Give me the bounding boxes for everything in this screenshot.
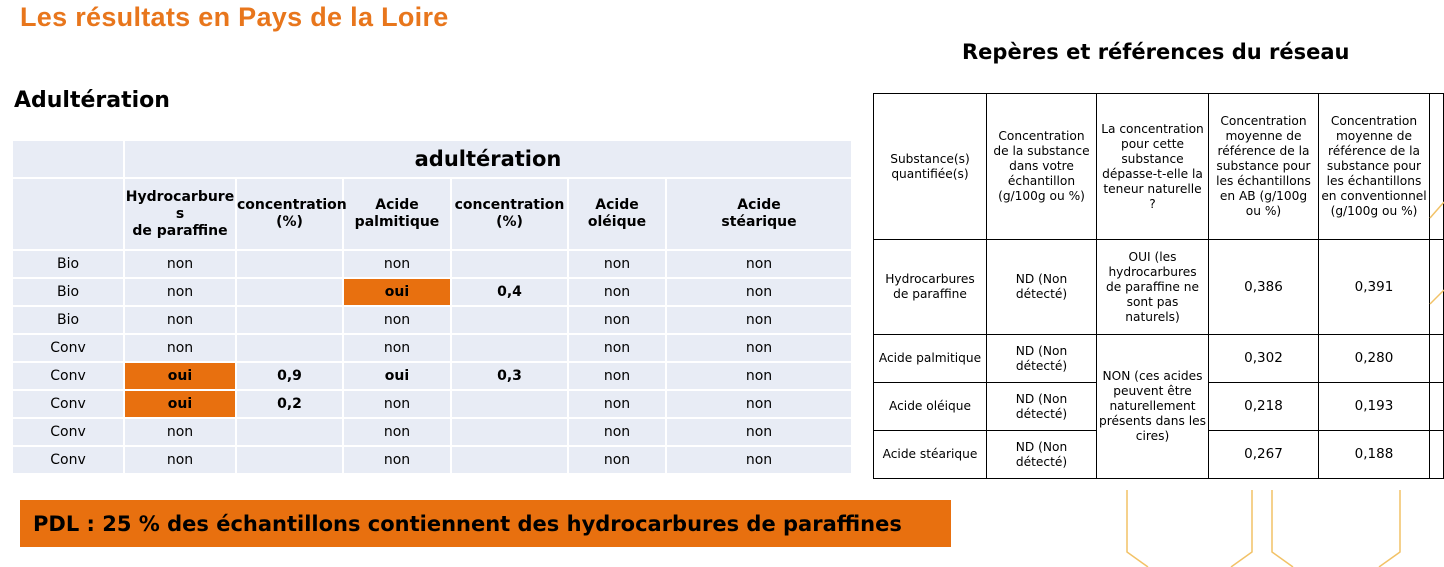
table-cell: 0,3	[451, 362, 568, 390]
ref-substance: Acide oléique	[874, 383, 987, 431]
table-cell: non	[568, 446, 666, 474]
ref-conv-value: 0,193	[1319, 383, 1430, 431]
table-cell: oui	[124, 390, 236, 418]
table-cell: non	[343, 306, 451, 334]
table-row	[13, 418, 852, 446]
ref-exceeds: OUI (les hydrocarbures de paraffine ne sont pas naturels)	[1097, 240, 1209, 335]
ref-substance: Acide palmitique	[874, 335, 987, 383]
row-label-header	[13, 178, 124, 250]
ref-concentration: ND (Non détecté)	[987, 335, 1097, 383]
table-cell: non	[568, 250, 666, 278]
table-cell: non	[568, 418, 666, 446]
ref-conv-value: 0,280	[1319, 335, 1430, 383]
table-cell: non	[124, 306, 236, 334]
table-row	[13, 446, 852, 474]
ref-substance: Acide stéarique	[874, 431, 987, 479]
corner-cell	[13, 141, 124, 178]
table-cell: non	[124, 250, 236, 278]
reference-title: Repères et références du réseau	[962, 40, 1350, 64]
adulteration-table-body	[13, 250, 852, 474]
summary-text: PDL : 25 % des échantillons contiennent des hydrocarbures de paraffines	[33, 511, 902, 536]
table-row	[13, 250, 852, 278]
table-cell: non	[666, 334, 852, 362]
row-type-label: Conv	[13, 446, 124, 474]
table-cell: non	[343, 250, 451, 278]
table-cell: non	[568, 278, 666, 306]
ref-header-exceeds: La concentration pour cette substance dépasse-t-elle la teneur naturelle ?	[1097, 94, 1209, 240]
ref-concentration: ND (Non détecté)	[987, 240, 1097, 335]
table-cell: non	[124, 446, 236, 474]
table-cell: non	[568, 362, 666, 390]
group-header: adultération	[124, 141, 852, 178]
ref-header-substance: Substance(s) quantifiée(s)	[874, 94, 987, 240]
table-cell	[236, 278, 343, 306]
row-type-label: Conv	[13, 334, 124, 362]
table-cell	[451, 250, 568, 278]
table-cell: non	[343, 334, 451, 362]
ref-ab-value: 0,267	[1209, 431, 1319, 479]
table-cell: non	[666, 306, 852, 334]
row-type-label: Conv	[13, 362, 124, 390]
table-cell: non	[343, 418, 451, 446]
table-cell	[451, 418, 568, 446]
table-cell	[236, 250, 343, 278]
column-header: concentration (%)	[236, 178, 343, 250]
ref-ab-value: 0,386	[1209, 240, 1319, 335]
table-cell: non	[666, 446, 852, 474]
ref-exceeds: NON (ces acides peuvent être naturellement présents dans les cires)	[1097, 335, 1209, 479]
ref-concentration: ND (Non détecté)	[987, 431, 1097, 479]
table-cell	[451, 446, 568, 474]
table-cell: non	[124, 418, 236, 446]
table-cell: non	[343, 390, 451, 418]
table-cell: non	[343, 446, 451, 474]
table-cell: non	[666, 390, 852, 418]
ref-substance: Hydrocarbures de paraffine	[874, 240, 987, 335]
table-cell	[236, 418, 343, 446]
ref-header-ab: Concentration moyenne de référence de la substance pour les échantillons en AB (g/100g ou %)	[1209, 94, 1319, 240]
page-title: Les résultats en Pays de la Loire	[20, 2, 449, 32]
column-header: Acide oléique	[568, 178, 666, 250]
ref-ab-value: 0,302	[1209, 335, 1319, 383]
table-cell: non	[124, 334, 236, 362]
table-row	[13, 306, 852, 334]
column-header: Hydrocarbure s de paraffine	[124, 178, 236, 250]
section-title: Adultération	[14, 88, 170, 113]
row-type-label: Conv	[13, 418, 124, 446]
decorative-honeycomb-lines	[1100, 180, 1444, 567]
table-cell	[236, 334, 343, 362]
column-header: Acide palmitique	[343, 178, 451, 250]
row-type-label: Bio	[13, 278, 124, 306]
row-type-label: Bio	[13, 250, 124, 278]
table-cell: non	[568, 306, 666, 334]
table-cell: oui	[343, 362, 451, 390]
row-type-label: Conv	[13, 390, 124, 418]
table-cell: non	[568, 390, 666, 418]
table-cell: 0,4	[451, 278, 568, 306]
table-cell: 0,2	[236, 390, 343, 418]
table-cell	[451, 390, 568, 418]
table-row	[13, 278, 852, 306]
table-row	[13, 390, 852, 418]
table-cell: 0,9	[236, 362, 343, 390]
table-cell: non	[666, 250, 852, 278]
column-header: concentration (%)	[451, 178, 568, 250]
table-cell: oui	[124, 362, 236, 390]
table-cell	[236, 446, 343, 474]
ref-concentration: ND (Non détecté)	[987, 383, 1097, 431]
ref-conv-value: 0,188	[1319, 431, 1430, 479]
row-type-label: Bio	[13, 306, 124, 334]
ref-header-conv: Concentration moyenne de référence de la substance pour les échantillons en conventionnel (g/100g ou %)	[1319, 94, 1430, 240]
table-cell	[451, 306, 568, 334]
ref-ab-value: 0,218	[1209, 383, 1319, 431]
table-row	[13, 362, 852, 390]
table-cell: non	[666, 418, 852, 446]
summary-banner	[20, 500, 951, 547]
ref-conv-value: 0,391	[1319, 240, 1430, 335]
table-cell: non	[666, 362, 852, 390]
table-cell	[236, 306, 343, 334]
table-row	[13, 334, 852, 362]
adulteration-table	[13, 141, 853, 475]
table-cell: non	[568, 334, 666, 362]
table-cell: non	[124, 278, 236, 306]
column-header: Acide stéarique	[666, 178, 852, 250]
table-cell	[451, 334, 568, 362]
table-cell: non	[666, 278, 852, 306]
table-cell: oui	[343, 278, 451, 306]
ref-header-concentration: Concentration de la substance dans votre échantillon (g/100g ou %)	[987, 94, 1097, 240]
